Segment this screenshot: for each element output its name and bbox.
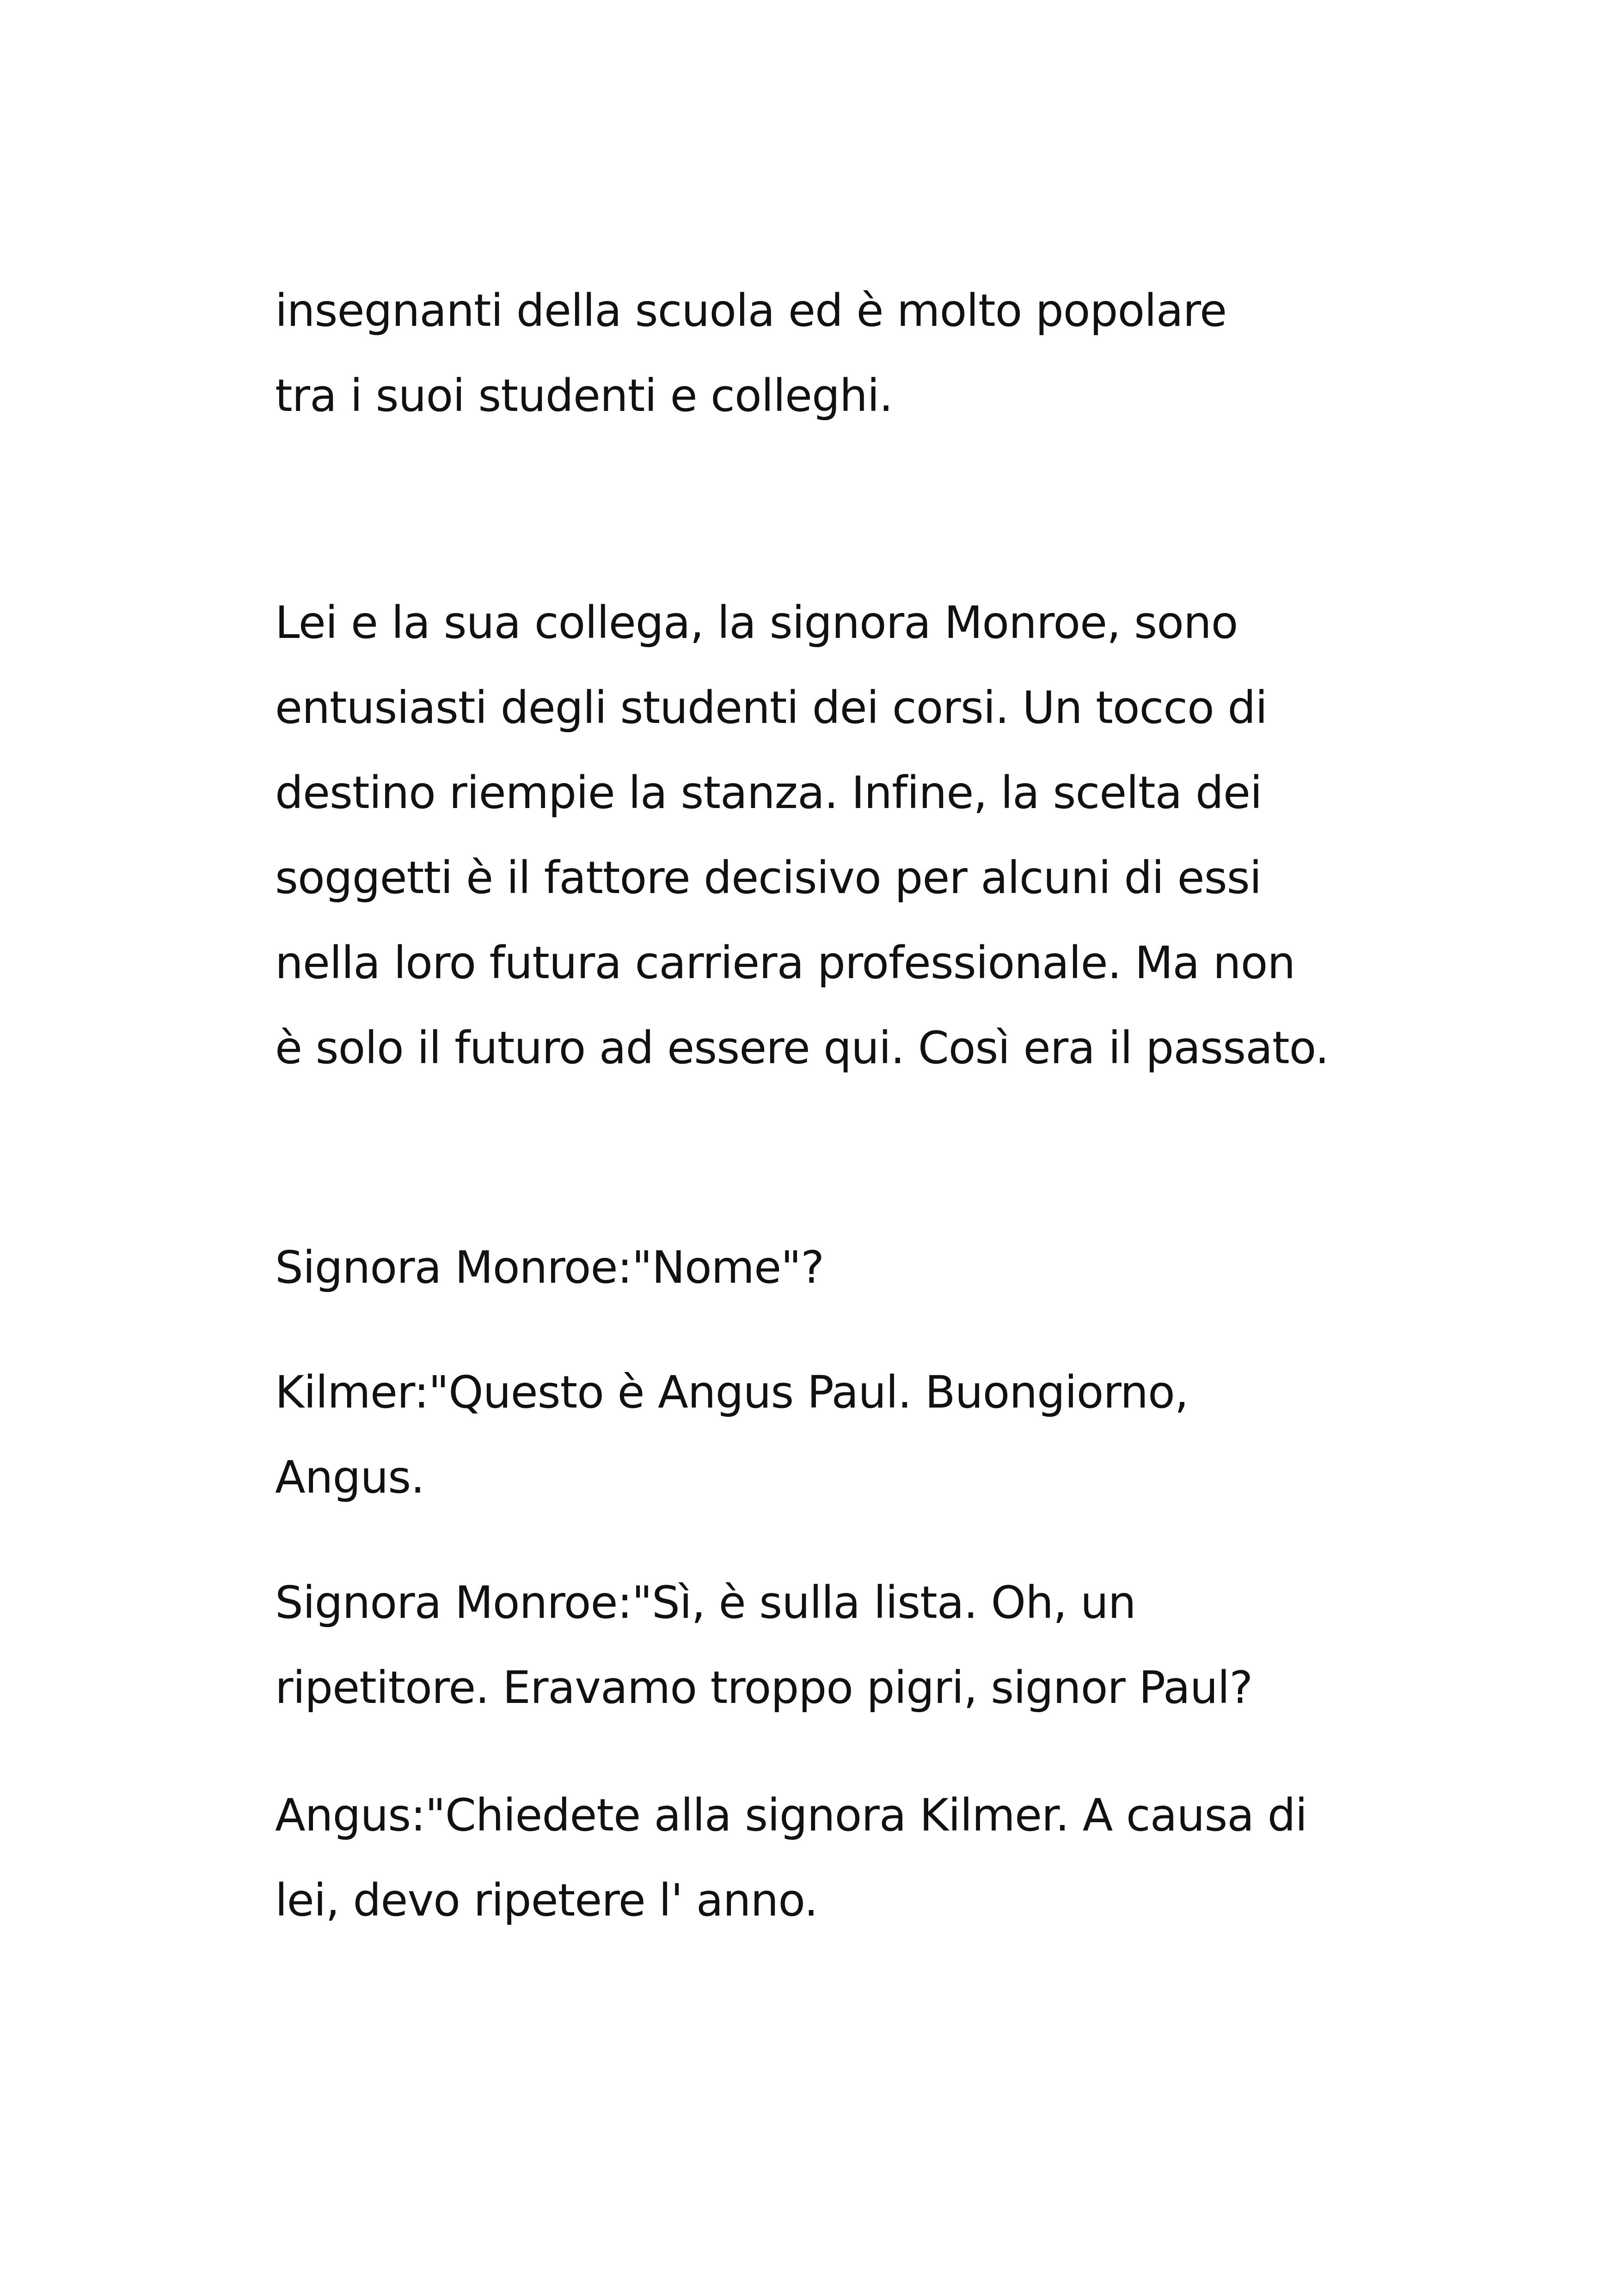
text-line: Kilmer:"Questo è Angus Paul. Buongiorno, — [275, 1366, 1189, 1418]
text-line: destino riempie la stanza. Infine, la scelta dei — [275, 767, 1262, 819]
text-line: entusiasti degli studenti dei corsi. Un tocco di — [275, 682, 1268, 734]
text-line: soggetti è il fattore decisivo per alcuni di essi — [275, 852, 1262, 904]
dialogue-line-monroe-list — [275, 1560, 1385, 1730]
story-paragraph — [275, 580, 1385, 1090]
text-line: Lei e la sua collega, la signora Monroe, sono — [275, 597, 1238, 649]
text-line: è solo il futuro ad essere qui. Così era il passato. — [275, 1022, 1329, 1074]
text-line: Signora Monroe:"Nome"? — [275, 1242, 824, 1293]
intro-paragraph — [275, 268, 1385, 438]
text-line: nella loro futura carriera professionale. Ma non — [275, 937, 1295, 989]
dialogue-line-kilmer — [275, 1350, 1385, 1520]
text-line: Signora Monroe:"Sì, è sulla lista. Oh, un — [275, 1577, 1136, 1629]
text-line: Angus. — [275, 1451, 424, 1503]
text-line: insegnanti della scuola ed è molto popolare — [275, 285, 1227, 337]
dialogue-line-monroe-name — [275, 1225, 1385, 1310]
dialogue-line-angus — [275, 1773, 1385, 1943]
text-line: ripetitore. Eravamo troppo pigri, signor Paul? — [275, 1662, 1253, 1714]
text-line: lei, devo ripetere l' anno. — [275, 1874, 818, 1926]
text-line: Angus:"Chiedete alla signora Kilmer. A causa di — [275, 1789, 1307, 1841]
text-line: tra i suoi studenti e colleghi. — [275, 370, 893, 422]
